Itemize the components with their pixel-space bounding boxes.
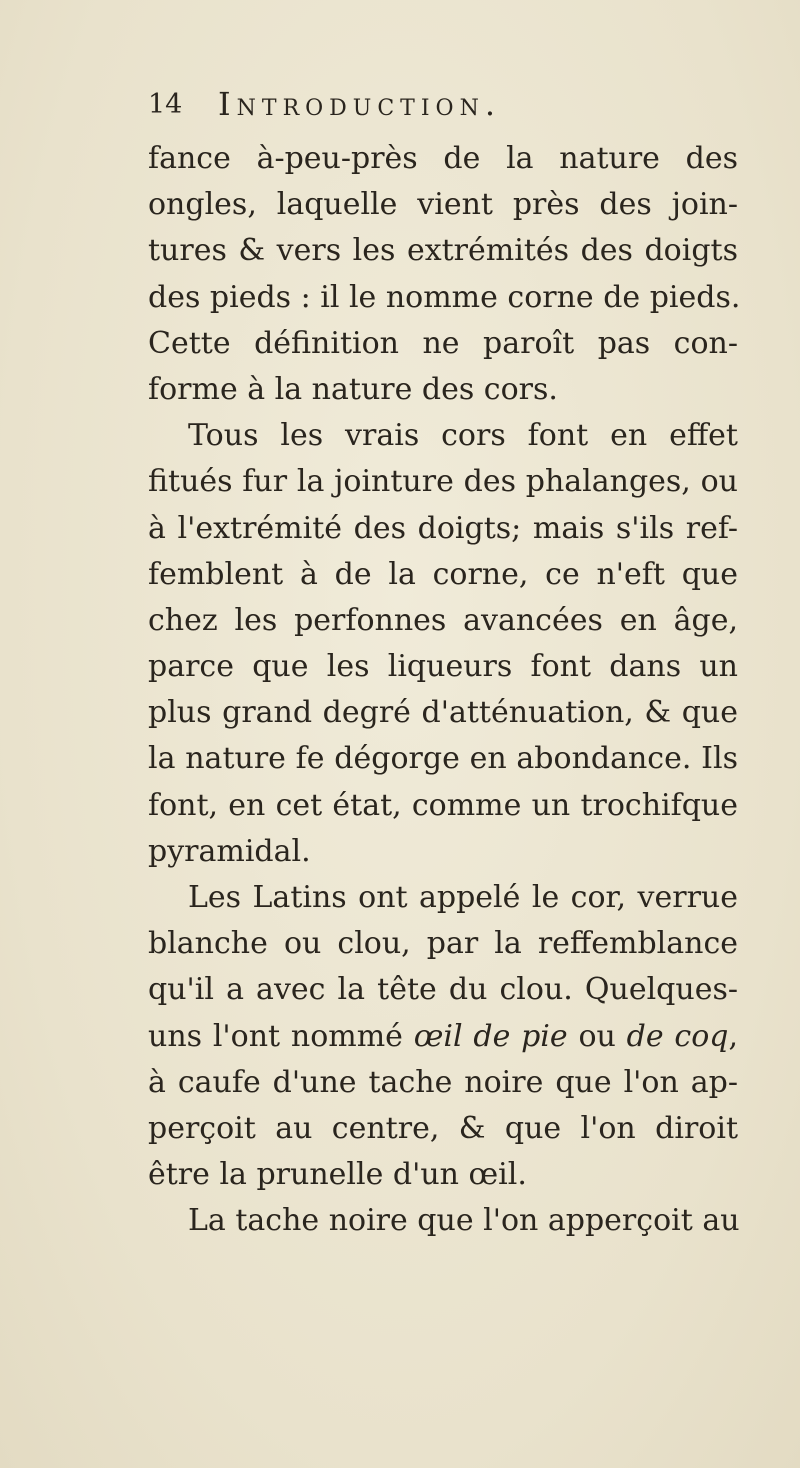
text-line: tures & vers les extrémités des doigts — [148, 233, 738, 269]
text-line: qu'il a avec la tête du clou. Quelques- — [148, 972, 738, 1008]
text-line: la nature fe dégorge en abondance. Ils — [148, 741, 738, 777]
page-header — [148, 80, 708, 130]
text-line: femblent à de la corne, ce n'eft que — [148, 556, 738, 592]
text-line-italic — [148, 1014, 738, 1060]
text-line: fance à-peu-près de la nature des — [148, 141, 738, 176]
text-segment: , — [728, 1018, 739, 1054]
text-line: forme à la nature des cors. — [148, 371, 558, 407]
text-line: pyramidal. — [148, 833, 311, 869]
text-line: des pieds : il le nomme corne de pieds. — [148, 279, 741, 315]
page-number: 14 — [148, 89, 183, 120]
text-segment: uns l'ont nommé — [148, 1018, 414, 1054]
text-line: perçoit au centre, & que l'on diroit — [148, 1110, 738, 1146]
text-line: chez les perfonnes avancées en âge, — [148, 602, 738, 638]
text-line: blanche ou clou, par la reffemblance — [148, 926, 738, 962]
italic-term: œil de pie — [413, 1018, 568, 1054]
text-line: être la prunelle d'un œil. — [148, 1157, 527, 1193]
text-segment: ou — [567, 1018, 627, 1054]
text-line: La tache noire que l'on apperçoit au — [188, 1203, 740, 1239]
text-line: font, en cet état, comme un trochifque — [148, 787, 738, 823]
running-head: Introduction. — [218, 85, 501, 123]
text-line: Tous les vrais cors font en effet — [188, 418, 738, 454]
text-line: plus grand degré d'atténuation, & que — [148, 695, 738, 731]
text-line: ongles, laquelle vient près des join- — [148, 187, 738, 223]
text-line: à caufe d'une tache noire que l'on ap- — [148, 1064, 738, 1100]
text-line: Cette définition ne paroît pas con- — [148, 325, 738, 361]
italic-term: de coq — [626, 1018, 729, 1054]
text-line: à l'extrémité des doigts; mais s'ils ref- — [148, 510, 738, 546]
text-line: parce que les liqueurs font dans un — [148, 649, 738, 685]
text-line: Les Latins ont appelé le cor, verrue — [188, 880, 738, 915]
text-line: fitués fur la jointure des phalanges, ou — [148, 464, 738, 500]
body-text — [148, 136, 741, 1245]
